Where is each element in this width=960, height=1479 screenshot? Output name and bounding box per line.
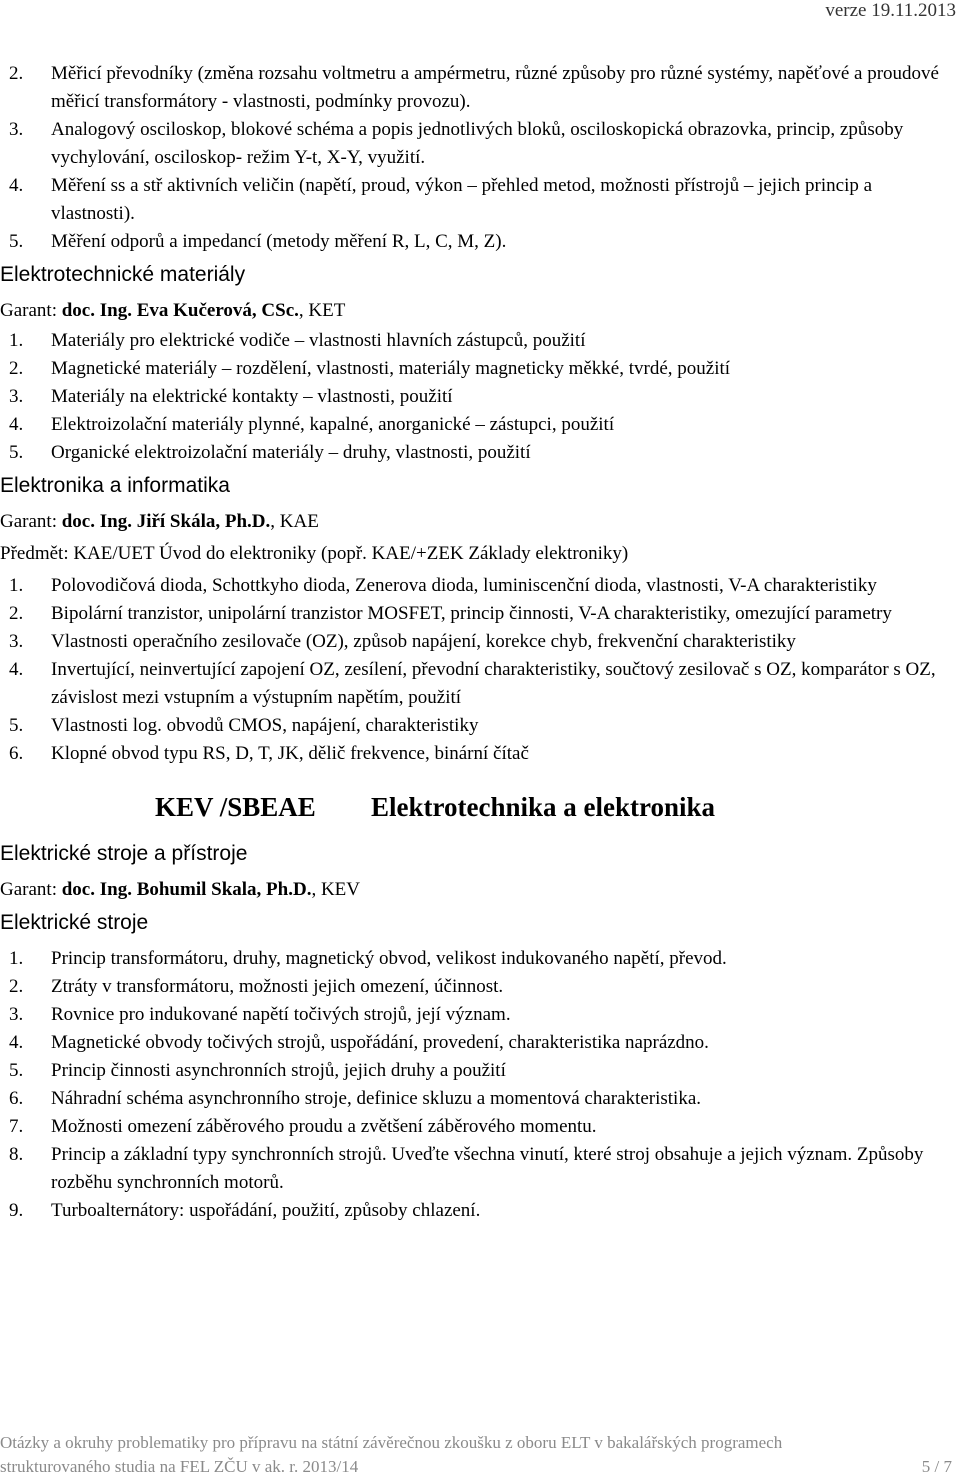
garant-label: Garant: <box>0 511 57 532</box>
item-text: Vlastnosti operačního zesilovače (OZ), způsob napájení, korekce chyb, frekvenční charakteristiky <box>51 631 796 652</box>
item-number: 4 . <box>9 1029 23 1057</box>
document-body <box>0 60 960 1225</box>
item-number: 3 . <box>9 1001 23 1029</box>
item-number: 2 . <box>9 355 23 383</box>
garant-name: doc. Ing. Bohumil Skala, Ph.D. <box>61 879 312 900</box>
item-number: 9 . <box>9 1197 23 1225</box>
top-question-list <box>0 60 960 256</box>
item-number: 7 . <box>9 1113 23 1141</box>
materialy-list <box>0 327 960 467</box>
item-text: Možnosti omezení záběrového proudu a zvětšení záběrového momentu. <box>51 1116 597 1137</box>
item-number: 1 . <box>9 327 23 355</box>
list-item <box>0 327 960 355</box>
item-text: Náhradní schéma asynchronního stroje, definice skluzu a momentová charakteristika. <box>51 1088 701 1109</box>
item-number: 1 . <box>9 945 23 973</box>
section-heading-materialy: Elektrotechnické materiály <box>0 263 246 286</box>
section-heading-stroje-pristroje: Elektrické stroje a přístroje <box>0 842 248 865</box>
item-text: Analogový osciloskop, blokové schéma a popis jednotlivých bloků, osciloskopická obrazovka, princip, způsoby vychylování, osciloskop- režim Y-t, X-Y, využití. <box>51 119 904 168</box>
item-text: Magnetické obvody točivých strojů, uspořádání, provedení, charakteristika naprázdno. <box>51 1032 709 1053</box>
item-text: Bipolární tranzistor, unipolární tranzistor MOSFET, princip činnosti, V-A charakteristiky, omezující parametry <box>51 603 892 624</box>
list-item <box>0 60 960 116</box>
kev-heading <box>0 792 960 826</box>
garant-name: doc. Ing. Jiří Skála, Ph.D. <box>61 511 271 532</box>
item-number: 4 . <box>9 656 23 684</box>
list-item <box>0 116 960 172</box>
list-item <box>0 355 960 383</box>
garant-dept: , KET <box>298 300 346 321</box>
garant-label: Garant: <box>0 300 57 321</box>
item-number: 5 . <box>9 712 23 740</box>
item-text: Materiály pro elektrické vodiče – vlastnosti hlavních zástupců, použití <box>51 330 586 351</box>
kev-code: KEV /SBEAE <box>155 792 316 822</box>
garant-line <box>0 297 960 325</box>
item-text: Rovnice pro indukované napětí točivých strojů, její význam. <box>51 1004 511 1025</box>
garant-dept: , KEV <box>311 879 361 900</box>
item-text: Ztráty v transformátoru, možnosti jejich omezení, účinnost. <box>51 976 504 997</box>
item-text: Organické elektroizolační materiály – druhy, vlastnosti, použití <box>51 442 531 463</box>
item-number: 3 . <box>9 116 23 144</box>
item-text: Měření odporů a impedancí (metody měření R, L, C, M, Z). <box>51 231 507 252</box>
list-item <box>0 945 960 973</box>
version-label: verze 19.11.2013 <box>825 0 956 21</box>
list-item <box>0 1141 960 1197</box>
stroje-list <box>0 945 960 1225</box>
item-text: Měření ss a stř aktivních veličin (napětí, proud, výkon – přehled metod, možnosti přístrojů – jejich princip a vlastnosti). <box>51 175 873 224</box>
item-text: Klopné obvod typu RS, D, T, JK, dělič frekvence, binární čítač <box>51 743 529 764</box>
elektronika-list <box>0 572 960 768</box>
list-item <box>0 1001 960 1029</box>
item-number: 2 . <box>9 973 23 1001</box>
list-item <box>0 172 960 228</box>
item-text: Magnetické materiály – rozdělení, vlastnosti, materiály magneticky měkké, tvrdé, použití <box>51 358 731 379</box>
list-item <box>0 712 960 740</box>
predmet-line: Předmět: KAE/UET Úvod do elektroniky (popř. KAE/+ZEK Základy elektroniky) <box>0 543 629 564</box>
item-number: 5 . <box>9 1057 23 1085</box>
list-item <box>0 411 960 439</box>
list-item <box>0 228 960 256</box>
garant-line <box>0 508 960 536</box>
footer-line-1: Otázky a okruhy problematiky pro přípravu na státní závěrečnou zkoušku z oboru ELT v bakalářských programech <box>0 1433 783 1452</box>
garant-name: doc. Ing. Eva Kučerová, CSc. <box>61 300 299 321</box>
list-item <box>0 628 960 656</box>
page-number: 5 / 7 <box>921 1457 952 1476</box>
item-number: 5 . <box>9 439 23 467</box>
item-number: 6 . <box>9 1085 23 1113</box>
list-item <box>0 383 960 411</box>
item-text: Vlastnosti log. obvodů CMOS, napájení, charakteristiky <box>51 715 479 736</box>
item-number: 4 . <box>9 411 23 439</box>
item-number: 4 . <box>9 172 23 200</box>
item-number: 1 . <box>9 572 23 600</box>
list-item <box>0 1197 960 1225</box>
section-heading-elektronika: Elektronika a informatika <box>0 474 230 497</box>
item-text: Turboalternátory: uspořádání, použití, způsoby chlazení. <box>51 1200 481 1221</box>
garant-dept: , KAE <box>270 511 319 532</box>
item-text: Polovodičová dioda, Schottkyho dioda, Zenerova dioda, luminiscenční dioda, vlastnosti, V-A charakteristiky <box>51 575 877 596</box>
item-text: Princip a základní typy synchronních strojů. Uveďte všechna vinutí, které stroj obsahuje a jejich význam. Způsoby rozběhu synchronních motorů. <box>51 1144 924 1193</box>
garant-line <box>0 876 960 904</box>
list-item <box>0 572 960 600</box>
kev-title: Elektrotechnika a elektronika <box>371 792 716 822</box>
list-item <box>0 600 960 628</box>
list-item <box>0 1029 960 1057</box>
item-number: 6 . <box>9 740 23 768</box>
page-footer <box>0 1431 960 1479</box>
item-text: Invertující, neinvertující zapojení OZ, zesílení, převodní charakteristiky, součtový zesilovač s OZ, komparátor s OZ, závislost mezi vstupním a výstupním napětím, použití <box>51 659 936 708</box>
item-number: 8 . <box>9 1141 23 1169</box>
item-text: Princip transformátoru, druhy, magnetický obvod, velikost indukovaného napětí, převod. <box>51 948 727 969</box>
item-number: 2 . <box>9 600 23 628</box>
list-item <box>0 973 960 1001</box>
list-item <box>0 439 960 467</box>
item-text: Materiály na elektrické kontakty – vlastnosti, použití <box>51 386 453 407</box>
item-text: Měřicí převodníky (změna rozsahu voltmetru a ampérmetru, různé způsoby pro různé systémy, napěťové a proudové měřicí transformátory - vlastnosti, podmínky provozu). <box>51 63 939 112</box>
list-item <box>0 656 960 712</box>
list-item <box>0 740 960 768</box>
item-text: Princip činnosti asynchronních strojů, jejich druhy a použití <box>51 1060 506 1081</box>
list-item <box>0 1113 960 1141</box>
item-number: 2 . <box>9 60 23 88</box>
list-item <box>0 1085 960 1113</box>
footer-line-2: strukturovaného studia na FEL ZČU v ak. r. 2013/14 <box>0 1457 359 1476</box>
item-text: Elektroizolační materiály plynné, kapalné, anorganické – zástupci, použití <box>51 414 615 435</box>
list-item <box>0 1057 960 1085</box>
section-heading-stroje: Elektrické stroje <box>0 911 149 934</box>
item-number: 3 . <box>9 628 23 656</box>
item-number: 3 . <box>9 383 23 411</box>
garant-label: Garant: <box>0 879 57 900</box>
item-number: 5 . <box>9 228 23 256</box>
